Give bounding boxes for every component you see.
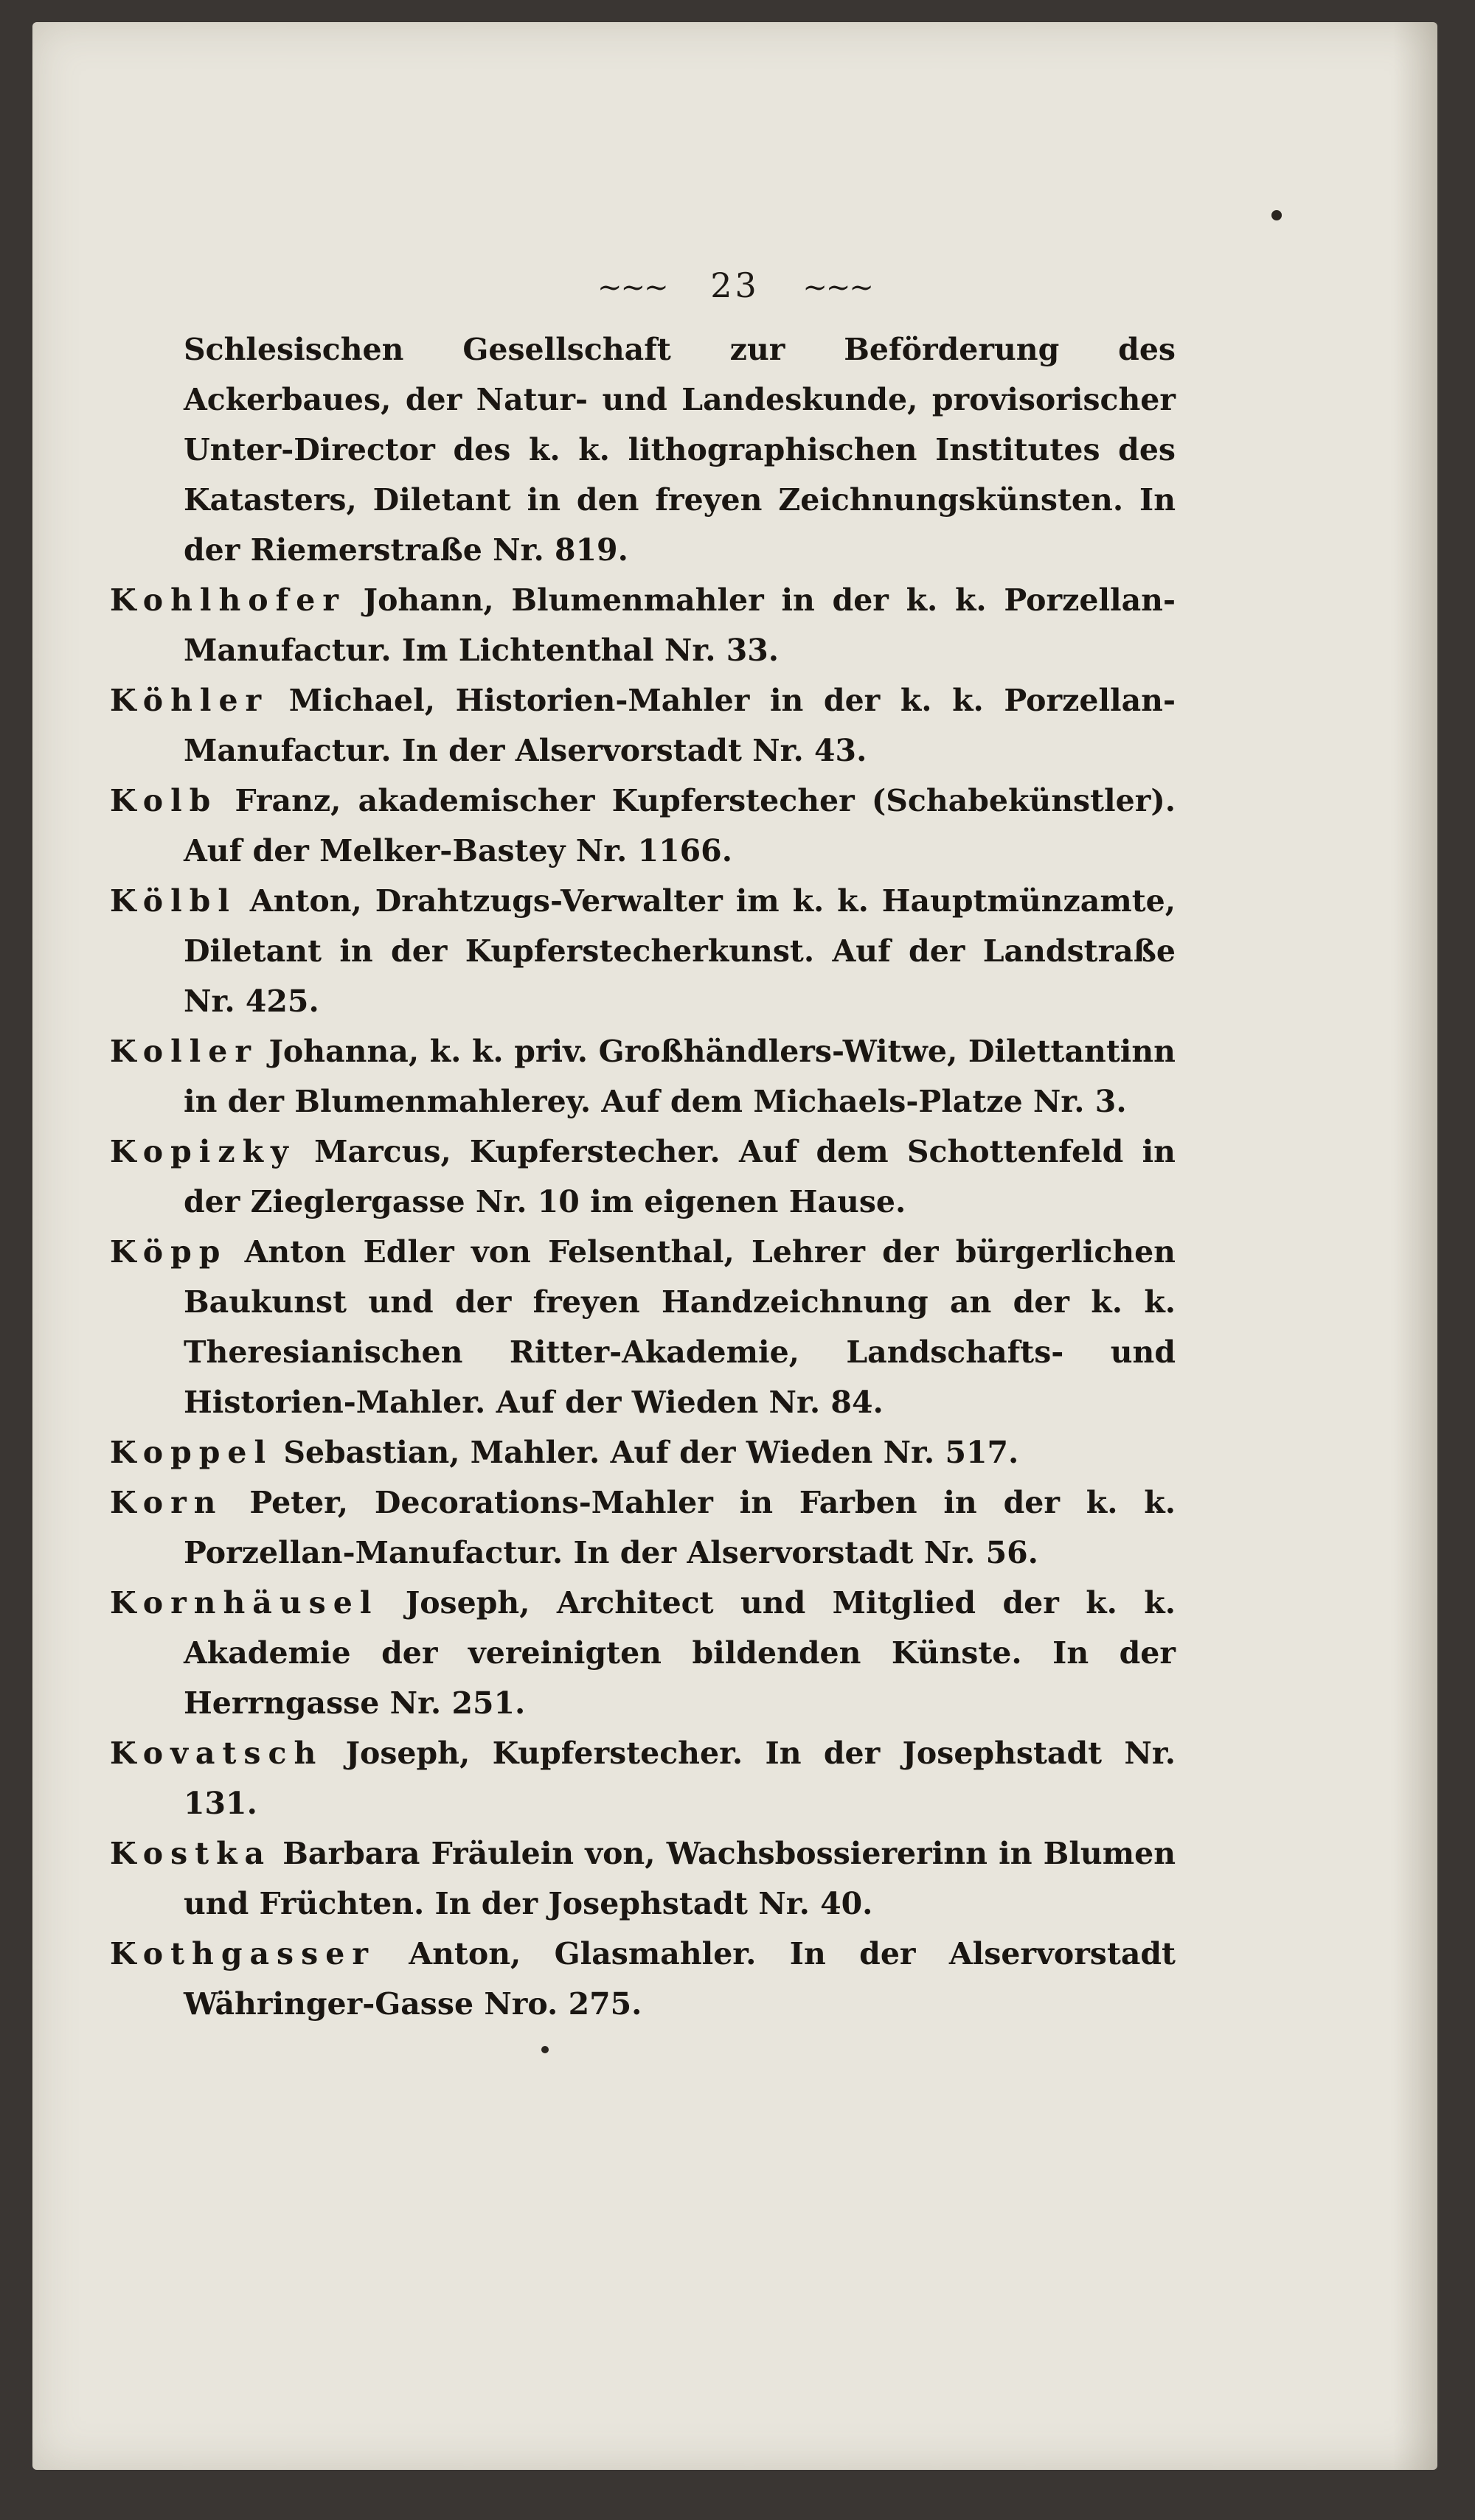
entry-details: Michael, Historien-Mahler in der k. k. Porzellan-Manufactur. In der Alservorstadt Nr. 43.: [184, 683, 1176, 768]
entry-list: [110, 575, 1176, 2029]
book-page: [32, 22, 1437, 2470]
entry-surname: Kostka: [110, 1836, 272, 1871]
entry-details: Joseph, Kupferstecher. In der Josephstadt Nr. 131.: [184, 1736, 1176, 1821]
page-number: 23: [710, 265, 760, 305]
entry-surname: Kothgasser: [110, 1936, 375, 1971]
directory-entry: [110, 575, 1176, 675]
running-head: [32, 265, 1437, 305]
directory-entry: [110, 876, 1176, 1026]
entry-surname: Korn: [110, 1485, 223, 1520]
entry-details: Joseph, Architect und Mitglied der k. k. Akademie der vereinigten bildenden Künste. In der Herrngasse Nr. 251.: [184, 1585, 1176, 1721]
entry-surname: Kornhäusel: [110, 1585, 379, 1621]
directory-entry: [110, 675, 1176, 776]
ink-spot: [541, 2046, 549, 2053]
entry-surname: Kopizky: [110, 1134, 296, 1169]
entry-details: Barbara Fräulein von, Wachsbossiererinn in Blumen und Früchten. In der Josephstadt Nr. 40.: [184, 1836, 1176, 1921]
directory-entry: [110, 776, 1176, 876]
entry-surname: Köpp: [110, 1234, 228, 1270]
directory-entry: [110, 1127, 1176, 1227]
directory-text: [110, 324, 1176, 2029]
directory-entry: [110, 1578, 1176, 1728]
entry-details: Anton, Drahtzugs-Verwalter im k. k. Hauptmünzamte, Diletant in der Kupferstecherkunst. Auf der Landstraße Nr. 425.: [184, 883, 1176, 1019]
entry-details: Johanna, k. k. priv. Großhändlers-Witwe, Dilettantinn in der Blumenmahlerey. Auf dem Michaels-Platze Nr. 3.: [184, 1034, 1176, 1119]
directory-entry: [110, 1929, 1176, 2029]
ornament-right: ~~~: [802, 271, 872, 304]
entry-surname: Koller: [110, 1034, 258, 1069]
ornament-left: ~~~: [597, 271, 667, 304]
ink-spot: [1271, 210, 1282, 220]
directory-entry: [110, 1427, 1176, 1477]
directory-entry: [110, 1477, 1176, 1578]
directory-entry: [110, 1227, 1176, 1427]
entry-details: Johann, Blumenmahler in der k. k. Porzellan-Manufactur. Im Lichtenthal Nr. 33.: [184, 582, 1176, 668]
entry-surname: Kölbl: [110, 883, 237, 919]
directory-entry: [110, 1026, 1176, 1127]
continuation-paragraph: Schlesischen Gesellschaft zur Beförderung des Ackerbaues, der Natur- und Landeskunde, provisorischer Unter-Director des k. k. lithographischen Institutes des Katasters, Diletant in den freyen Zeichnungskünsten. In der Riemerstraße Nr. 819.: [184, 332, 1176, 568]
page-edge-shadow: [1393, 22, 1437, 2470]
entry-details: Sebastian, Mahler. Auf der Wieden Nr. 517.: [273, 1435, 1019, 1470]
entry-details: Franz, akademischer Kupferstecher (Schabekünstler). Auf der Melker-Bastey Nr. 1166.: [184, 783, 1176, 869]
entry-surname: Kovatsch: [110, 1736, 324, 1771]
entry-surname: Kohlhofer: [110, 582, 346, 618]
entry-surname: Kolb: [110, 783, 218, 818]
directory-entry: [110, 1728, 1176, 1828]
entry-details: Anton, Glasmahler. In der Alservorstadt Währinger-Gasse Nro. 275.: [184, 1936, 1176, 2022]
entry-details: Marcus, Kupferstecher. Auf dem Schottenfeld in der Zieglergasse Nr. 10 im eigenen Hause.: [184, 1134, 1176, 1219]
entry-surname: Koppel: [110, 1435, 274, 1470]
entry-details: Peter, Decorations-Mahler in Farben in der k. k. Porzellan-Manufactur. In der Alservorstadt Nr. 56.: [184, 1485, 1176, 1570]
directory-entry: [110, 1828, 1176, 1929]
entry-surname: Köhler: [110, 683, 269, 718]
entry-details: Anton Edler von Felsenthal, Lehrer der bürgerlichen Baukunst und der freyen Handzeichnung an der k. k. Theresianischen Ritter-Akademie, Landschafts- und Historien-Mahler. Auf der Wieden Nr. 84.: [184, 1234, 1176, 1420]
